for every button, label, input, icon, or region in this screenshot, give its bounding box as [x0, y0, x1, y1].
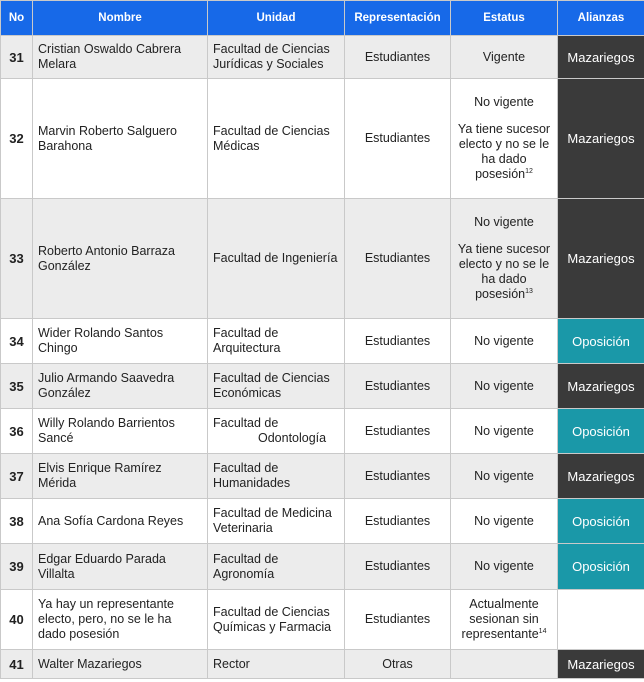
status-main: No vigente: [474, 95, 534, 109]
row-status: Vigente: [451, 36, 558, 79]
row-representation: Estudiantes: [345, 199, 451, 319]
row-unit: Facultad de Ingeniería: [208, 199, 345, 319]
row-name: Elvis Enrique Ramírez Mérida: [33, 454, 208, 499]
row-representation: Otras: [345, 650, 451, 679]
row-name: Edgar Eduardo Parada Villalta: [33, 544, 208, 590]
footnote-ref: 13: [525, 287, 533, 295]
row-status: No vigente: [451, 319, 558, 364]
table-row: [1, 319, 644, 364]
row-number: 32: [1, 79, 33, 199]
alliance-badge: Oposición: [558, 409, 644, 454]
row-name: Willy Rolando Barrientos Sancé: [33, 409, 208, 454]
alliance-badge: Oposición: [558, 319, 644, 364]
row-status: Actualmente sesionan sin representante$^{14}$: [451, 590, 558, 650]
row-status: No vigente: [451, 544, 558, 590]
alliance-badge: Oposición: [558, 544, 644, 590]
row-unit: [208, 409, 345, 454]
row-unit: Facultad de Agronomía: [208, 544, 345, 590]
unit-line-1: Facultad de: [213, 416, 279, 430]
row-status: [451, 650, 558, 679]
footnote-ref: 14: [538, 627, 547, 635]
row-unit: Facultad de Ciencias Químicas y Farmacia: [208, 590, 345, 650]
row-number: 39: [1, 544, 33, 590]
alliance-badge: Mazariegos: [558, 364, 644, 409]
row-status: No vigente: [451, 409, 558, 454]
table-row: [1, 36, 644, 79]
row-representation: Estudiantes: [345, 590, 451, 650]
row-name: Walter Mazariegos: [33, 650, 208, 679]
table-row: [1, 364, 644, 409]
table-row: [1, 79, 644, 199]
header-estatus: Estatus: [451, 1, 558, 36]
header-row: [1, 1, 644, 36]
row-representation: Estudiantes: [345, 409, 451, 454]
row-status: No vigente: [451, 364, 558, 409]
alliance-badge: Oposición: [558, 499, 644, 544]
row-unit: Rector: [208, 650, 345, 679]
alliance-badge: Mazariegos: [558, 199, 644, 319]
row-unit: Facultad de Arquitectura: [208, 319, 345, 364]
row-unit: Facultad de Medicina Veterinaria: [208, 499, 345, 544]
row-number: 40: [1, 590, 33, 650]
row-name: Ana Sofía Cardona Reyes: [33, 499, 208, 544]
row-number: 38: [1, 499, 33, 544]
row-number: 35: [1, 364, 33, 409]
header-unidad: Unidad: [208, 1, 345, 36]
row-number: 41: [1, 650, 33, 679]
row-unit: Facultad de Ciencias Económicas: [208, 364, 345, 409]
table-row: [1, 544, 644, 590]
row-number: 37: [1, 454, 33, 499]
row-status: [451, 199, 558, 319]
header-no: No: [1, 1, 33, 36]
unit-line-2: Odontología: [258, 431, 327, 445]
status-note: Ya tiene sucesor electo y no se le ha dado posesión$^{12}$: [457, 122, 551, 181]
header-alianzas: Alianzas: [558, 1, 644, 36]
row-number: 34: [1, 319, 33, 364]
row-unit: Facultad de Ciencias Jurídicas y Sociales: [208, 36, 345, 79]
row-name: Wider Rolando Santos Chingo: [33, 319, 208, 364]
status-main: No vigente: [474, 215, 534, 229]
alliance-badge: Mazariegos: [558, 36, 644, 79]
row-representation: Estudiantes: [345, 454, 451, 499]
row-name: Marvin Roberto Salguero Barahona: [33, 79, 208, 199]
table-row: [1, 199, 644, 319]
table-row: [1, 454, 644, 499]
row-name: Julio Armando Saavedra González: [33, 364, 208, 409]
row-number: 33: [1, 199, 33, 319]
row-representation: Estudiantes: [345, 79, 451, 199]
row-representation: Estudiantes: [345, 499, 451, 544]
row-name: Roberto Antonio Barraza González: [33, 199, 208, 319]
row-number: 36: [1, 409, 33, 454]
table-row: [1, 590, 644, 650]
row-status: No vigente: [451, 499, 558, 544]
row-representation: Estudiantes: [345, 36, 451, 79]
status-note: Ya tiene sucesor electo y no se le ha dado posesión$^{13}$: [457, 242, 551, 301]
row-unit: Facultad de Ciencias Médicas: [208, 79, 345, 199]
table-row: [1, 650, 644, 679]
table-row: [1, 499, 644, 544]
alliance-badge: [558, 590, 644, 650]
row-status: [451, 79, 558, 199]
row-representation: Estudiantes: [345, 364, 451, 409]
row-name: Ya hay un representante electo, pero, no se le ha dado posesión: [33, 590, 208, 650]
row-representation: Estudiantes: [345, 319, 451, 364]
row-unit: Facultad de Humanidades: [208, 454, 345, 499]
footnote-ref: 12: [525, 167, 533, 175]
alliance-badge: Mazariegos: [558, 454, 644, 499]
row-number: 31: [1, 36, 33, 79]
row-representation: Estudiantes: [345, 544, 451, 590]
header-representacion: Representación: [345, 1, 451, 36]
row-name: Cristian Oswaldo Cabrera Melara: [33, 36, 208, 79]
row-status: No vigente: [451, 454, 558, 499]
table-row: [1, 409, 644, 454]
alliance-badge: Mazariegos: [558, 650, 644, 679]
header-nombre: Nombre: [33, 1, 208, 36]
alliance-badge: Mazariegos: [558, 79, 644, 199]
